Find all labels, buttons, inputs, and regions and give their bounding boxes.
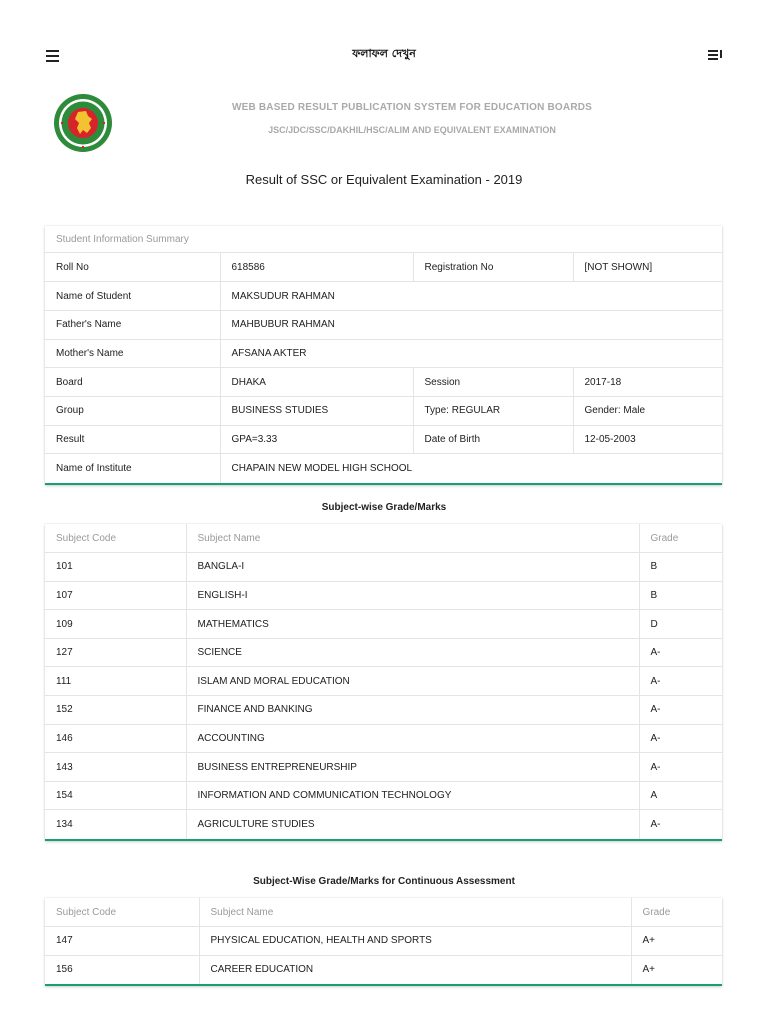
table-row [45,781,722,810]
continuous-assessment-table [45,898,722,984]
column-header-name: Subject Name [186,524,639,553]
student-name-label: Name of Student [45,282,220,311]
subject-name: BANGLA-I [186,553,639,582]
subject-name: CAREER EDUCATION [199,955,631,984]
subject-name: ISLAM AND MORAL EDUCATION [186,667,639,696]
summary-table [45,253,722,483]
subject-grade: A- [639,667,722,696]
subject-name: INFORMATION AND COMMUNICATION TECHNOLOGY [186,781,639,810]
subject-name: MATHEMATICS [186,610,639,639]
dob-label: Date of Birth [413,425,573,454]
subject-grade: B [639,553,722,582]
subject-code: 111 [45,667,186,696]
table-row [45,282,722,311]
father-name-value: MAHBUBUR RAHMAN [220,310,722,339]
subject-code: 107 [45,581,186,610]
subject-grade: A+ [631,955,722,984]
table-header-row [45,524,722,553]
continuous-assessment-card [45,898,722,986]
table-row [45,581,722,610]
table-row [45,454,722,483]
table-row [45,339,722,368]
subject-name: ACCOUNTING [186,724,639,753]
system-title: WEB BASED RESULT PUBLICATION SYSTEM FOR EDUCATION BOARDS [231,102,593,113]
session-value: 2017-18 [573,368,722,397]
column-header-grade: Grade [631,898,722,927]
gender-value: Gender: Male [573,396,722,425]
list-menu-icon[interactable] [708,50,722,62]
mother-name-label: Mother's Name [45,339,220,368]
subject-grades-card [45,524,722,841]
subject-code: 134 [45,810,186,839]
column-header-code: Subject Code [56,532,117,544]
system-subtitle: JSC/JDC/SSC/DAKHIL/HSC/ALIM AND EQUIVALENT EXAMINATION [268,125,556,135]
subject-grade: A- [639,696,722,725]
subject-code: 101 [45,553,186,582]
table-row [45,368,722,397]
table-row [45,810,722,839]
subject-grade: A- [639,810,722,839]
subject-name: SCIENCE [186,638,639,667]
board-value: DHAKA [220,368,413,397]
group-value: BUSINESS STUDIES [220,396,413,425]
table-row [45,667,722,696]
subject-grade: A+ [631,927,722,956]
subject-name: AGRICULTURE STUDIES [186,810,639,839]
subject-grade: A [639,781,722,810]
subject-grades-table [45,524,722,839]
table-header-row [45,898,722,927]
registration-value: [NOT SHOWN] [573,253,722,282]
subject-name: ENGLISH-I [186,581,639,610]
table-row [45,610,722,639]
table-row [45,425,722,454]
column-header-code: Subject Code [56,906,117,918]
result-label: Result [45,425,220,454]
table-row [45,253,722,282]
table-row [45,553,722,582]
grades-section-title: Subject-wise Grade/Marks [321,502,447,513]
subject-code: 156 [45,955,199,984]
table-row [45,724,722,753]
table-row [45,927,722,956]
subject-code: 109 [45,610,186,639]
subject-code: 146 [45,724,186,753]
subject-code: 152 [45,696,186,725]
board-label: Board [45,368,220,397]
top-bar [0,0,768,100]
result-value: GPA=3.33 [220,425,413,454]
registration-label: Registration No [413,253,573,282]
roll-label: Roll No [56,261,89,273]
subject-grade: A- [639,638,722,667]
subject-code: 154 [45,781,186,810]
mother-name-value: AFSANA AKTER [220,339,722,368]
table-row [45,310,722,339]
session-label: Session [413,368,573,397]
institute-label: Name of Institute [45,454,220,483]
subject-grade: D [639,610,722,639]
subject-name: FINANCE AND BANKING [186,696,639,725]
column-header-grade: Grade [639,524,722,553]
student-summary-card [45,226,722,485]
summary-caption: Student Information Summary [45,226,722,253]
table-row [45,753,722,782]
ca-section-title: Subject-Wise Grade/Marks for Continuous Assessment [253,876,515,887]
subject-name: PHYSICAL EDUCATION, HEALTH AND SPORTS [199,927,631,956]
student-name-value: MAKSUDUR RAHMAN [220,282,722,311]
group-label: Group [45,396,220,425]
subject-name: BUSINESS ENTREPRENEURSHIP [186,753,639,782]
roll-value: 618586 [220,253,413,282]
subject-grade: B [639,581,722,610]
subject-code: 143 [45,753,186,782]
table-row [45,396,722,425]
subject-grade: A- [639,753,722,782]
dob-value: 12-05-2003 [573,425,722,454]
father-name-label: Father's Name [45,310,220,339]
subject-code: 127 [45,638,186,667]
type-value: Type: REGULAR [413,396,573,425]
subject-grade: A- [639,724,722,753]
page-title: ফলাফল দেখুন [352,47,416,60]
exam-title: Result of SSC or Equivalent Examination - 2019 [245,172,523,187]
table-row [45,696,722,725]
table-row [45,638,722,667]
institute-value: CHAPAIN NEW MODEL HIGH SCHOOL [220,454,722,483]
subject-code: 147 [45,927,199,956]
table-row [45,955,722,984]
column-header-name: Subject Name [199,898,631,927]
